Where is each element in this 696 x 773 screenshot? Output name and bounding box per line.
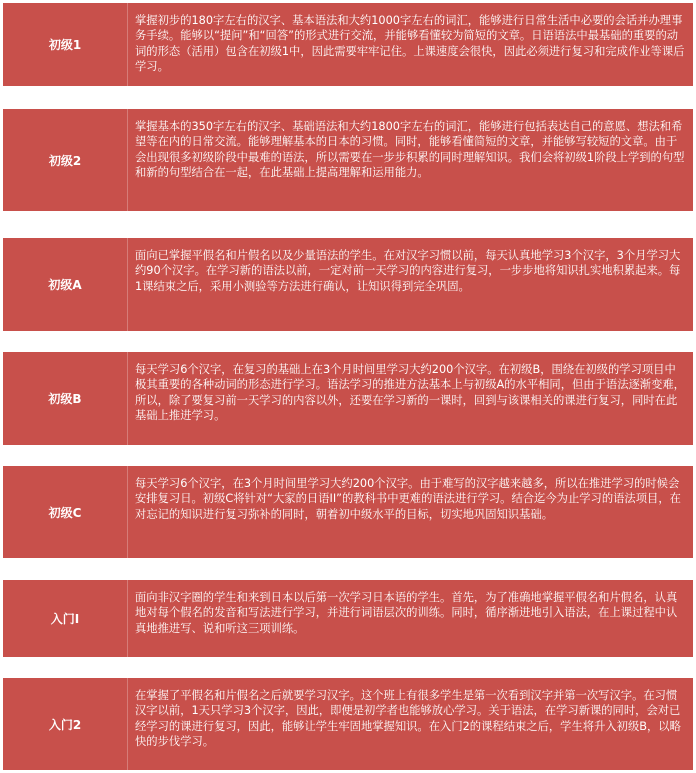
course-level-label: 初级1 xyxy=(3,3,128,86)
course-row-intro-1 xyxy=(3,580,693,657)
course-description: 每天学习6个汉字，在3个月时间里学习大约200个汉字。由于难写的汉字越来越多，所以在推进学习的时候会安排复习日。初级C将针对“大家的日语II”的教科书中更难的语法进行学习。结合迄今为止学习的语法项目，在对忘记的知识进行复习弥补的同时，朝着初中级水平的目标，切实地巩固知识基础。 xyxy=(135,477,681,521)
course-level-label: 入门2 xyxy=(3,678,128,770)
course-description: 掌握基本的350字左右的汉字、基础语法和大约1800字左右的词汇，能够进行包括表达自己的意愿、想法和希望等在内的日常交流。能够理解基本的日本的习惯。同时，能够看懂简短的文章，并能够写较短的文章。由于会出现很多初级阶段中最难的语法，所以需要在一步步积累的同时理解知识。我们会将初级1阶段上学到的句型和新的句型结合在一起，在此基础上提高理解和运用能力。 xyxy=(135,120,685,180)
course-row-beginner-b xyxy=(3,352,693,445)
course-description: 面向非汉字圈的学生和来到日本以后第一次学习日本语的学生。首先，为了准确地掌握平假名和片假名，认真地对每个假名的发音和写法进行学习，并进行词语层次的训练。同时，循序渐进地引入语法，在上课过程中认真地推进写、说和听这三项训练。 xyxy=(135,591,678,635)
course-level-label: 初级A xyxy=(3,238,128,331)
course-row-intro-2 xyxy=(3,678,693,770)
course-description: 面向已掌握平假名和片假名以及少量语法的学生。在对汉字习惯以前，每天认真地学习3个汉字，3个月学习大约90个汉字。在学习新的语法以前，一定对前一天学习的内容进行复习，一步步地将知识扎实地积累起来。每1课结束之后，采用小测验等方法进行确认，让知识得到完全巩固。 xyxy=(135,249,681,293)
course-level-label: 初级2 xyxy=(3,109,128,211)
course-row-beginner-2 xyxy=(3,109,693,211)
course-level-label: 初级B xyxy=(3,352,128,445)
course-description: 在掌握了平假名和片假名之后就要学习汉字。这个班上有很多学生是第一次看到汉字并第一次写汉字。在习惯汉字以前，1天只学习3个汉字，因此，即便是初学者也能够放心学习。关于语法，在学习新课的同时，会对已经学习的课进行复习，因此，能够让学生牢固地掌握知识。在入门2的课程结束之后，学生将升入初级B，以略快的步伐学习。 xyxy=(135,689,681,749)
course-row-beginner-c xyxy=(3,466,693,558)
course-row-beginner-a xyxy=(3,238,693,331)
course-description: 掌握初步的180字左右的汉字、基本语法和大约1000字左右的词汇，能够进行日常生活中必要的会话并办理事务手续。能够以“提问”和“回答”的形式进行交流，并能够看懂较为简短的文章。日语语法中最基础的重要的动词的形态（活用）包含在初级1中，因此需要牢牢记住。上课速度会很快，因此必须进行复习和完成作业等课后学习。 xyxy=(135,14,685,74)
course-description: 每天学习6个汉字，在复习的基础上在3个月时间里学习大约200个汉字。在初级B，围绕在初级的学习项目中极其重要的各种动词的形态进行学习。语法学习的推进方法基本上与初级A的水平相同，但由于语法逐渐变难，所以，除了要复习前一天学习的内容以外，还要在学习新的一课时，回到与该课相关的课进行复习，同时在此基础上推进学习。 xyxy=(135,363,685,423)
course-row-beginner-1 xyxy=(3,3,693,86)
course-level-label: 入门I xyxy=(3,580,128,657)
course-level-label: 初级C xyxy=(3,466,128,558)
